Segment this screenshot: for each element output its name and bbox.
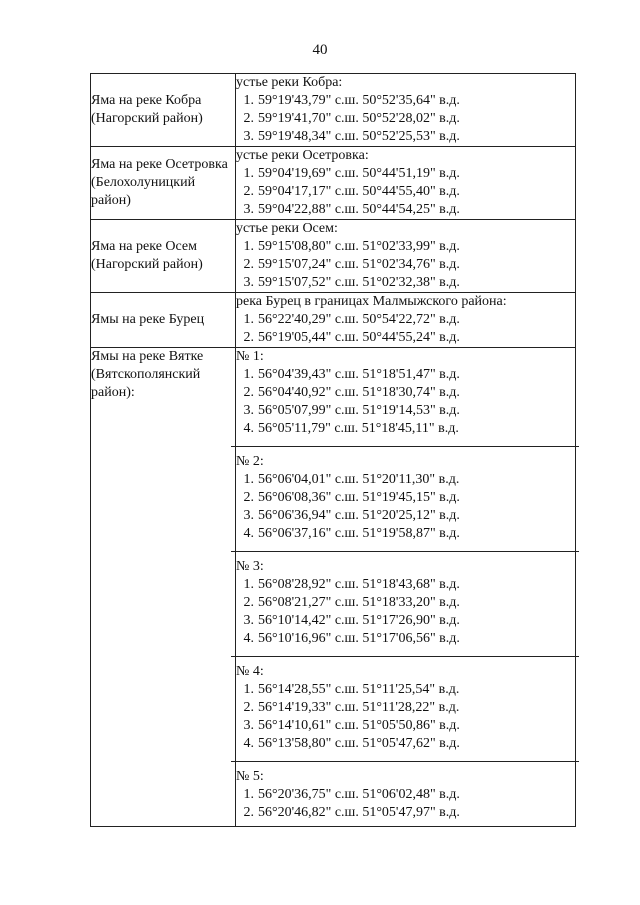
pit-label: № 3:	[236, 559, 264, 574]
point-number: 2.	[243, 595, 254, 610]
point-number: 4.	[243, 526, 254, 541]
coordinates-cell	[236, 147, 576, 220]
coordinate-item	[236, 366, 575, 384]
coordinate-item	[236, 92, 575, 110]
coordinate-item	[236, 274, 575, 292]
point-number: 3.	[243, 718, 254, 733]
coordinate-list	[236, 92, 575, 146]
table-row	[91, 293, 576, 348]
point-coordinates: 59°19'41,70" с.ш. 50°52'28,02" в.д.	[258, 111, 460, 126]
coordinate-item	[236, 804, 575, 822]
point-number: 2.	[243, 385, 254, 400]
table-row	[91, 348, 576, 827]
point-number: 1.	[243, 472, 254, 487]
coordinate-list	[236, 576, 575, 648]
point-number: 2.	[243, 490, 254, 505]
coordinate-item	[236, 311, 575, 329]
point-coordinates: 56°14'10,61" с.ш. 51°05'50,86" в.д.	[258, 718, 460, 733]
point-number: 2.	[243, 111, 254, 126]
coordinates-cell	[236, 293, 576, 348]
point-coordinates: 59°19'43,79" с.ш. 50°52'35,64" в.д.	[258, 93, 460, 108]
pit-label: № 1:	[236, 349, 264, 364]
pit-block	[231, 761, 579, 826]
coordinate-list	[236, 471, 575, 543]
point-number: 1.	[243, 682, 254, 697]
point-number: 2.	[243, 805, 254, 820]
location-heading: устье реки Осетровка:	[236, 148, 369, 163]
coordinate-item	[236, 507, 575, 525]
point-number: 4.	[243, 736, 254, 751]
coordinate-list	[236, 366, 575, 438]
point-coordinates: 56°08'21,27" с.ш. 51°18'33,20" в.д.	[258, 595, 460, 610]
fishing-pits-table	[90, 73, 576, 827]
pit-label: № 2:	[236, 454, 264, 469]
coordinate-item	[236, 238, 575, 256]
point-coordinates: 59°15'07,52" с.ш. 51°02'32,38" в.д.	[258, 275, 460, 290]
point-coordinates: 56°04'40,92" с.ш. 51°18'30,74" в.д.	[258, 385, 460, 400]
water-body-name: Яма на реке Кобра (Нагорский район)	[91, 74, 236, 147]
table-row	[91, 147, 576, 220]
coordinate-item	[236, 699, 575, 717]
water-body-name: Ямы на реке Вятке (Вятскополянский район):	[91, 348, 236, 827]
point-number: 3.	[243, 403, 254, 418]
coordinate-item	[236, 471, 575, 489]
point-number: 3.	[243, 613, 254, 628]
coordinate-item	[236, 717, 575, 735]
point-number: 3.	[243, 202, 254, 217]
table-body	[91, 74, 576, 827]
coordinate-list	[236, 311, 575, 347]
point-number: 4.	[243, 421, 254, 436]
coordinate-item	[236, 402, 575, 420]
coordinate-item	[236, 110, 575, 128]
point-coordinates: 56°10'16,96" с.ш. 51°17'06,56" в.д.	[258, 631, 460, 646]
table-row	[91, 74, 576, 147]
point-number: 1.	[243, 577, 254, 592]
coordinate-item	[236, 420, 575, 438]
point-coordinates: 56°10'14,42" с.ш. 51°17'26,90" в.д.	[258, 613, 460, 628]
coordinates-cell	[236, 74, 576, 147]
point-number: 2.	[243, 184, 254, 199]
coordinate-item	[236, 183, 575, 201]
water-body-name: Яма на реке Осем (Нагорский район)	[91, 220, 236, 293]
point-coordinates: 56°13'58,80" с.ш. 51°05'47,62" в.д.	[258, 736, 460, 751]
point-number: 1.	[243, 787, 254, 802]
point-number: 1.	[243, 239, 254, 254]
point-coordinates: 56°20'46,82" с.ш. 51°05'47,97" в.д.	[258, 805, 460, 820]
point-number: 1.	[243, 93, 254, 108]
point-number: 3.	[243, 508, 254, 523]
coordinate-item	[236, 384, 575, 402]
point-coordinates: 56°05'07,99" с.ш. 51°19'14,53" в.д.	[258, 403, 460, 418]
point-number: 3.	[243, 129, 254, 144]
location-heading: устье реки Кобра:	[236, 75, 343, 90]
point-coordinates: 56°08'28,92" с.ш. 51°18'43,68" в.д.	[258, 577, 460, 592]
pit-label: № 5:	[236, 769, 264, 784]
point-number: 1.	[243, 166, 254, 181]
coordinate-item	[236, 256, 575, 274]
coordinate-item	[236, 630, 575, 648]
water-body-name: Ямы на реке Бурец	[91, 293, 236, 348]
point-number: 1.	[243, 312, 254, 327]
coordinate-list	[236, 238, 575, 292]
point-coordinates: 56°05'11,79" с.ш. 51°18'45,11" в.д.	[258, 421, 459, 436]
coordinate-list	[236, 165, 575, 219]
location-heading: устье реки Осем:	[236, 221, 338, 236]
table-row	[91, 220, 576, 293]
coordinate-item	[236, 612, 575, 630]
point-coordinates: 56°19'05,44" с.ш. 50°44'55,24" в.д.	[258, 330, 460, 345]
pit-block	[231, 348, 579, 442]
coordinate-item	[236, 489, 575, 507]
coordinate-item	[236, 576, 575, 594]
coordinate-item	[236, 525, 575, 543]
point-coordinates: 56°06'36,94" с.ш. 51°20'25,12" в.д.	[258, 508, 460, 523]
location-heading: река Бурец в границах Малмыжского района:	[236, 294, 507, 309]
point-number: 3.	[243, 275, 254, 290]
water-body-name: Яма на реке Осетровка (Белохолуницкий район)	[91, 147, 236, 220]
point-number: 4.	[243, 631, 254, 646]
point-number: 2.	[243, 257, 254, 272]
point-coordinates: 59°15'08,80" с.ш. 51°02'33,99" в.д.	[258, 239, 460, 254]
point-coordinates: 59°15'07,24" с.ш. 51°02'34,76" в.д.	[258, 257, 460, 272]
coordinate-item	[236, 165, 575, 183]
point-coordinates: 56°06'04,01" с.ш. 51°20'11,30" в.д.	[258, 472, 460, 487]
point-coordinates: 59°04'19,69" с.ш. 50°44'51,19" в.д.	[258, 166, 460, 181]
point-coordinates: 56°22'40,29" с.ш. 50°54'22,72" в.д.	[258, 312, 460, 327]
coordinate-item	[236, 681, 575, 699]
point-coordinates: 59°19'48,34" с.ш. 50°52'25,53" в.д.	[258, 129, 460, 144]
pit-label: № 4:	[236, 664, 264, 679]
point-coordinates: 59°04'17,17" с.ш. 50°44'55,40" в.д.	[258, 184, 460, 199]
coordinate-item	[236, 201, 575, 219]
point-number: 2.	[243, 700, 254, 715]
point-coordinates: 56°20'36,75" с.ш. 51°06'02,48" в.д.	[258, 787, 460, 802]
coordinate-item	[236, 594, 575, 612]
point-coordinates: 56°06'08,36" с.ш. 51°19'45,15" в.д.	[258, 490, 460, 505]
coordinate-item	[236, 128, 575, 146]
point-number: 2.	[243, 330, 254, 345]
pit-block	[231, 446, 579, 547]
coordinate-item	[236, 735, 575, 753]
page-number: 40	[312, 42, 328, 58]
point-coordinates: 56°06'37,16" с.ш. 51°19'58,87" в.д.	[258, 526, 460, 541]
coordinate-item	[236, 329, 575, 347]
coordinates-cell	[236, 348, 576, 827]
point-coordinates: 59°04'22,88" с.ш. 50°44'54,25" в.д.	[258, 202, 460, 217]
point-coordinates: 56°14'19,33" с.ш. 51°11'28,22" в.д.	[258, 700, 460, 715]
point-coordinates: 56°14'28,55" с.ш. 51°11'25,54" в.д.	[258, 682, 460, 697]
coordinate-list	[236, 681, 575, 753]
pit-block	[231, 656, 579, 757]
coordinate-item	[236, 786, 575, 804]
pit-block	[231, 551, 579, 652]
coordinate-list	[236, 786, 575, 822]
point-coordinates: 56°04'39,43" с.ш. 51°18'51,47" в.д.	[258, 367, 460, 382]
point-number: 1.	[243, 367, 254, 382]
coordinates-cell	[236, 220, 576, 293]
